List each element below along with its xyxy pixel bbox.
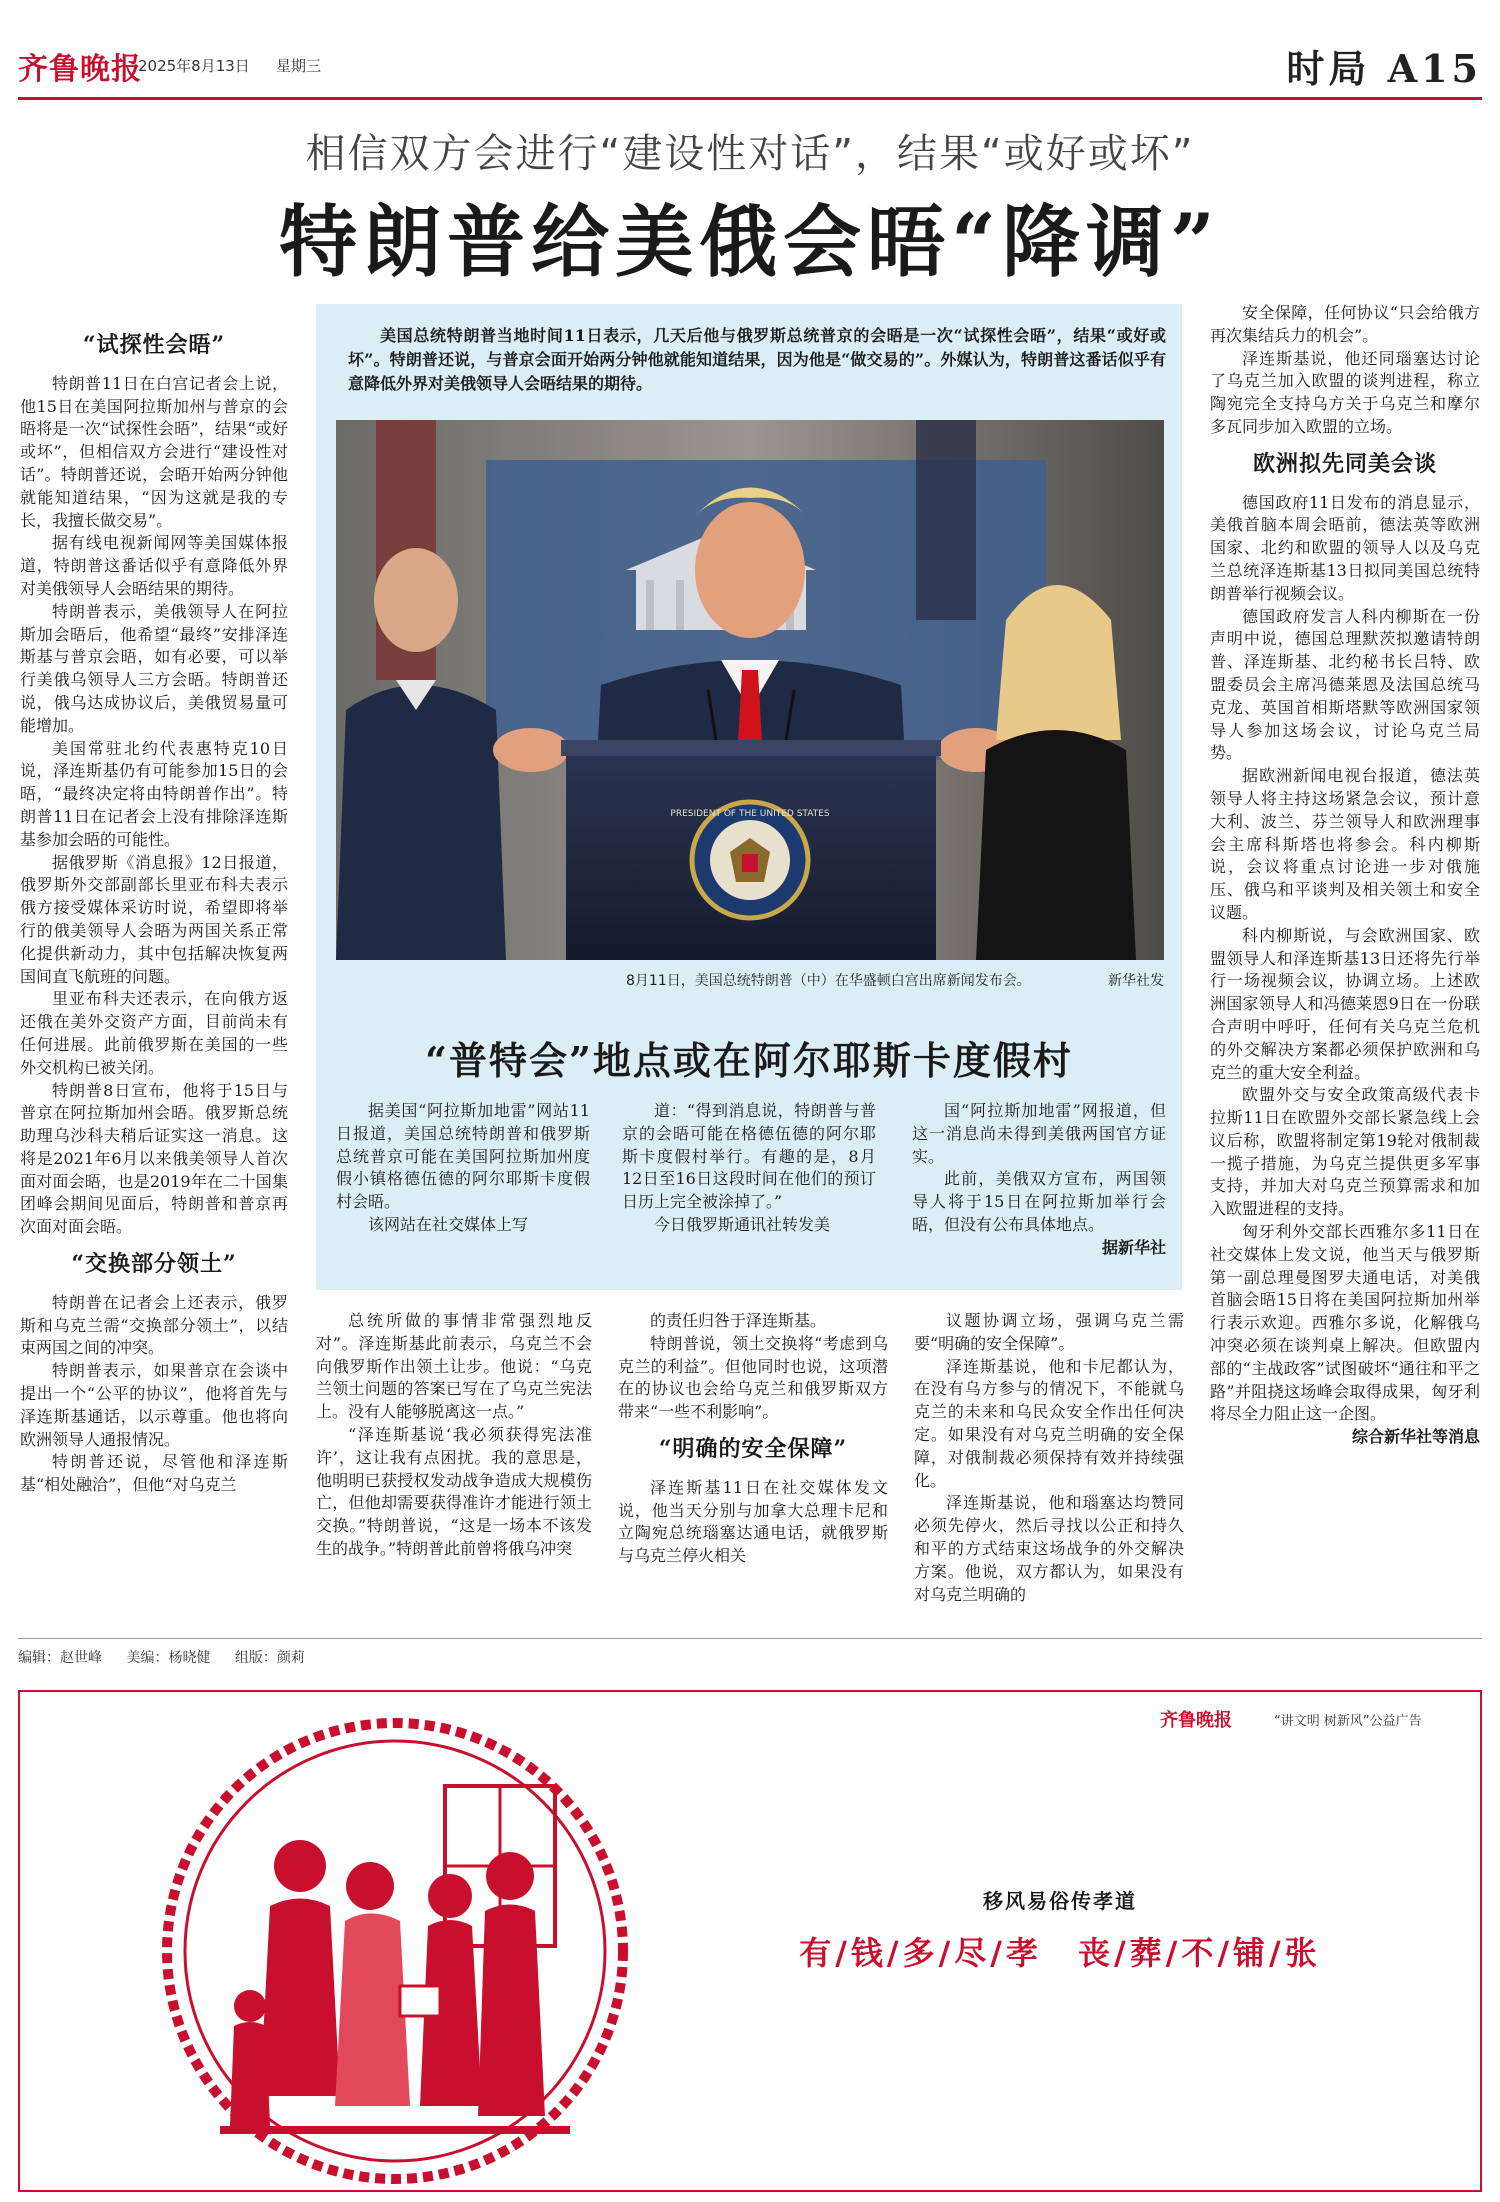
ad-label: “讲文明 树新风”公益广告 [1274, 1714, 1422, 1729]
section-name: 时局 A15 [1286, 46, 1482, 91]
paragraph: 特朗普在记者会上还表示，俄罗斯和乌克兰需“交换部分领土”，以结束两国之间的冲突。 [20, 1292, 288, 1358]
left-paras-1 [20, 373, 288, 1239]
box-column-3-paras [912, 1100, 1166, 1237]
photo-caption: 8月11日，美国总统特朗普（中）在华盛顿白宫出席新闻发布会。 [626, 973, 1031, 989]
section-heading-security-guarantee: “明确的安全保障” [658, 1435, 848, 1462]
layout-editor-name: 组版：颜莉 [234, 1650, 305, 1666]
paragraph: “泽连斯基说‘我必须获得宪法准许’，这让我有点困扰。我的意思是，他明明已获授权发动战争造成大规模伤亡，但他却需要获得准许才能进行领土交换。”特朗普说，“这是一场本不该发生的战争。”特朗普此前曾将俄乌冲突 [316, 1424, 592, 1558]
paragraph: 泽连斯基11日在社交媒体发文说，他当天分别与加拿大总理卡尼和立陶宛总统瑙塞达通电话，就俄罗斯与乌克兰停火相关 [618, 1477, 888, 1566]
sub-headline: 相信双方会进行“建设性对话”，结果“或好或坏” [305, 131, 1195, 177]
paragraph: 据有线电视新闻网等美国媒体报道，特朗普这番话似乎有意降低外界对美俄领导人会晤结果的期待。 [20, 533, 288, 598]
paragraph: 泽连斯基说，他和瑙塞达均赞同必须先停火，然后寻找以公正和持久和平的方式结束这场战争的外交解决方案。他说，双方都认为，如果没有对乌克兰明确的 [914, 1493, 1184, 1604]
paper-logo: 齐鲁晚报 [18, 52, 142, 87]
paragraph: 特朗普11日在白宫记者会上说，他15日在美国阿拉斯加州与普京的会晤将是一次“试探性会晤”，结果“或好或坏”，但相信双方会进行“建设性对话”。特朗普还说，会晤开始两分钟他就能知道结果，“因为这就是我的专长，我擅长做交易”。 [20, 373, 288, 530]
paragraph: 国“阿拉斯加地雷”网报道，但这一消息尚未得到美俄两国官方证实。 [912, 1101, 1166, 1166]
photo-illustration [336, 420, 1164, 960]
lead-paragraph: 美国总统特朗普当地时间11日表示，几天后他与俄罗斯总统普京的会晤是一次“试探性会晤”，结果“或好或坏”。特朗普还说，与普京会面开始两分钟他就能知道结果，因为他是“做交易的”。外媒认为，特朗普这番话似乎有意降低外界对美俄领导人会晤结果的期待。 [348, 326, 1166, 393]
paragraph: 安全保障，任何协议“只会给俄方再次集结兵力的机会”。 [1210, 303, 1480, 345]
paragraph: 匈牙利外交部长西雅尔多11日在社交媒体上发文说，他当天与俄罗斯第一副总理曼图罗夫通电话，对美俄首脑会晤15日将在美国阿拉斯加州举行表示欢迎。西雅尔多说，化解俄乌冲突必须在谈判桌上解决。但欧盟内部的“主战政客”试图破坏“通往和平之路”并阻挠这场峰会取得成果，匈牙利将尽全力阻止这一企图。 [1210, 1222, 1480, 1424]
paragraph: 据俄罗斯《消息报》12日报道，俄罗斯外交部副部长里亚布科夫表示俄方接受媒体采访时说，希望即将举行的俄美领导人会晤为两国关系正常化提供新动力，其中包括解决恢复两国间直飞航班的问题。 [20, 852, 288, 986]
paragraph: 德国政府11日发布的消息显示，美俄首脑本周会晤前，德法英等欧洲国家、北约和欧盟的领导人以及乌克兰总统泽连斯基13日拟同美国总统特朗普举行视频会议。 [1210, 492, 1480, 603]
ad-paper-logo: 齐鲁晚报 [1160, 1710, 1232, 1731]
paragraph: 特朗普还说，尽管他和泽连斯基“相处融洽”，但他“对乌克兰 [20, 1452, 288, 1495]
box-column-2 [622, 1100, 876, 1237]
editor-credits [18, 1638, 1482, 1667]
left-paras-2 [20, 1292, 288, 1497]
paragraph: 的责任归咎于泽连斯基。 [650, 1311, 827, 1330]
paragraph: 特朗普说，领土交换将“考虑到乌克兰的利益”。但他同时也说，这项潜在的协议也会给乌克兰和俄罗斯双方带来“一些不利影响”。 [618, 1333, 888, 1422]
paragraph: 美国常驻北约代表惠特克10日说，泽连斯基仍有可能参加15日的会晤，“最终决定将由特朗普作出”。特朗普11日在记者会上没有排除泽连斯基参加会晤的可能性。 [20, 738, 288, 849]
box-column-3 [912, 1100, 1166, 1260]
paragraph: 总统所做的事情非常强烈地反对”。泽连斯基此前表示，乌克兰不会向俄罗斯作出领土让步。他说：“乌克兰领土问题的答案已写在了乌克兰宪法上。没有人能够脱离这一点。” [316, 1311, 592, 1422]
editor-name: 编辑：赵世峰 [18, 1650, 102, 1666]
seal-text: PRESIDENT OF THE UNITED STATES [670, 809, 830, 819]
ad-subtitle: 移风易俗传孝道 [983, 1889, 1137, 1913]
paragraph: 此前，美俄双方宣布，两国领导人将于15日在阿拉斯加举行会晤，但没有公布具体地点。 [912, 1169, 1166, 1234]
middle-column-2-top [618, 1310, 888, 1424]
paragraph: 议题协调立场，强调乌克兰需要“明确的安全保障”。 [914, 1311, 1184, 1353]
paragraph: 泽连斯基说，他和卡尼都认为，在没有乌方参与的情况下，不能就乌克兰的未来和乌民众安全作出任何决定。如果没有对乌克兰明确的安全保障，对俄制裁必须保持有效并持续强化。 [914, 1356, 1184, 1490]
art-editor-name: 美编：杨晓健 [126, 1650, 211, 1666]
left-column [20, 320, 288, 1497]
box-credit: 据新华社 [1101, 1237, 1166, 1257]
paragraph: 欧盟外交与安全政策高级代表卡拉斯11日在欧盟外交部长紧急线上会议后称，欧盟将制定第19轮对俄制裁一揽子措施，为乌克兰提供更多军事支持，并加大对乌克兰预算需求和加入欧盟进程的支持。 [1210, 1085, 1480, 1219]
paragraph: 泽连斯基说，他还同瑙塞达讨论了乌克兰加入欧盟的谈判进程，称立陶宛完全支持乌方关于乌克兰和摩尔多瓦同步加入欧盟的立场。 [1210, 348, 1480, 436]
paragraph: 今日俄罗斯通讯社转发美 [654, 1214, 831, 1234]
middle-column-3 [914, 1310, 1184, 1606]
papercut-family-art [160, 1716, 630, 2186]
paragraph: 里亚布科夫还表示，在向俄方返还俄在美外交资产方面，目前尚未有任何进展。此前俄罗斯在美国的一些外交机构已被关闭。 [20, 989, 288, 1077]
paragraph: 特朗普表示，美俄领导人在阿拉斯加会晤后，他希望“最终”安排泽连斯基与普京会晤，如有必要，可以举行美俄乌领导人三方会晤。特朗普还说，俄乌达成协议后，美俄贸易量可能增加。 [20, 601, 288, 735]
main-headline: 特朗普给美俄会晤“降调” [279, 197, 1221, 288]
press-conference-photo [336, 420, 1164, 960]
ad-slogan: 有/钱/多/尽/孝 丧/葬/不/铺/张 [799, 1934, 1321, 1972]
section-heading-europe-talks: 欧洲拟先同美会谈 [1252, 450, 1437, 477]
article-credit: 综合新华社等消息 [1351, 1427, 1480, 1447]
right-paras-2 [1210, 492, 1480, 1427]
right-paras-1 [1210, 302, 1480, 439]
issue-weekday: 星期三 [276, 57, 322, 75]
middle-column-2 [618, 1310, 888, 1568]
paragraph: 特朗普表示，如果普京在会谈中提出一个“公平的协议”，他将首先与泽连斯基通话，以示尊重。他也将向欧洲领导人通报情况。 [20, 1361, 288, 1449]
paragraph: 德国政府发言人科内柳斯在一份声明中说，德国总理默茨拟邀请特朗普、泽连斯基、北约秘书长吕特、欧盟委员会主席冯德莱恩及法国总统马克龙、英国首相斯塔默等欧洲国家领导人参加这场会议，讨论乌克兰局势。 [1210, 606, 1480, 763]
issue-date: 2025年8月13日 [138, 57, 250, 75]
paragraph: 该网站在社交媒体上写 [368, 1214, 529, 1234]
right-column [1210, 302, 1480, 1449]
paragraph: 科内柳斯说，与会欧洲国家、欧盟领导人和泽连斯基13日还将先行举行一场视频会议，协调立场。上述欧洲国家领导人和冯德莱恩9日在一份联合声明中呼吁，任何有关乌克兰危机的外交解决方案都必须保护欧洲和乌克兰的重大安全利益。 [1210, 925, 1480, 1082]
box-headline: “普特会”地点或在阿尔耶斯卡度假村 [425, 1038, 1073, 1083]
masthead [18, 0, 1482, 100]
middle-column-2-bottom [618, 1477, 888, 1568]
middle-column-1 [316, 1310, 592, 1561]
box-column-1 [336, 1100, 590, 1237]
papercut-illustration [160, 1716, 630, 2186]
paragraph: 据美国“阿拉斯加地雷”网站11日报道，美国总统特朗普和俄罗斯总统普京可能在美国阿拉斯加州度假小镇格德伍德的阿尔耶斯卡度假村会晤。 [336, 1101, 590, 1212]
paragraph: 据欧洲新闻电视台报道，德法英领导人将主持这场紧急会议，预计意大利、波兰、芬兰领导人和欧洲理事会主席科斯塔也将参会。科内柳斯说，会议将重点讨论进一步对俄施压、俄乌和平谈判及相关领土和安全议题。 [1210, 766, 1480, 922]
section-heading-probe-meeting: “试探性会晤” [82, 332, 226, 358]
photo-credit: 新华社发 [1108, 973, 1164, 989]
paragraph: 道：“得到消息说，特朗普与普京的会晤可能在格德伍德的阿尔耶斯卡度假村举行。有趣的是，8月12日至16日这段时间在他们的预订日历上完全被涂掉了。” [622, 1101, 876, 1212]
section-heading-territory-swap: “交换部分领土” [71, 1251, 237, 1278]
paragraph: 特朗普8日宣布，他将于15日与普京在阿拉斯加州会晤。俄罗斯总统助理乌沙科夫稍后证实这一消息。这将是2021年6月以来俄美领导人首次面对面会晤，也是2019年在二十国集团峰会期间见面后，特朗普和普京再次面对面会晤。 [20, 1080, 288, 1237]
